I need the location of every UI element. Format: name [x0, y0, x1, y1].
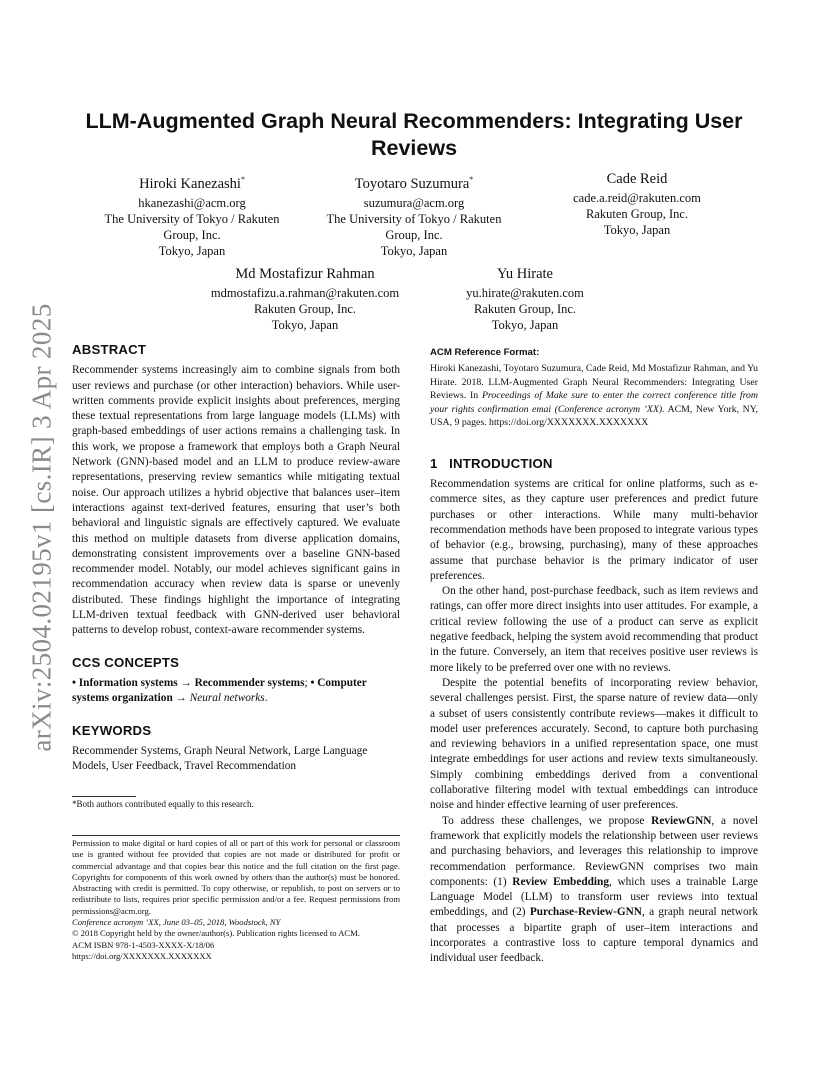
- footnote-rule: [72, 796, 136, 797]
- author-affiliation: Rakuten Group, Inc.: [473, 302, 577, 317]
- abstract-heading: ABSTRACT: [72, 342, 147, 357]
- arxiv-stamp: arXiv:2504.02195v1 [cs.IR] 3 Apr 2025: [26, 303, 57, 752]
- isbn-line: ACM ISBN 978-1-4503-XXXX-X/18/06: [72, 939, 215, 950]
- footnote: *Both authors contributed equally to this research.: [72, 799, 254, 809]
- copyright-line: © 2018 Copyright held by the owner/author(s). Publication rights licensed to ACM.: [72, 928, 360, 939]
- author-location: Tokyo, Japan: [158, 244, 226, 259]
- author-block: [82, 170, 302, 260]
- author-name: Cade Reid: [606, 171, 668, 187]
- equal-contribution-mark: *: [240, 175, 245, 184]
- author-affiliation: The University of Tokyo / Rakuten: [104, 212, 280, 227]
- author-block: [527, 170, 747, 239]
- permission-rule: [72, 835, 400, 836]
- keywords-text: Recommender Systems, Graph Neural Network, Large Language Models, User Feedback, Travel Recommendation: [72, 744, 368, 773]
- ccs-text: • Information systems → Recommender systems; • Computer systems organization → Neural networks.: [72, 676, 367, 705]
- author-email: cade.a.reid@rakuten.com: [573, 191, 701, 205]
- author-affiliation: Group, Inc.: [163, 228, 221, 243]
- keywords-heading: KEYWORDS: [72, 722, 152, 738]
- author-email: yu.hirate@rakuten.com: [466, 286, 584, 300]
- intro-paragraph: On the other hand, post-purchase feedback, such as item reviews and ratings, can offer more direct insights into user attitudes. For example, a critical review following the use of a product can serve as explicit negative feedback, helping the system avoid recommending that product in the future. Conversely, an item that receives positive user reviews is more likely to be preferred over one with no reviews.: [430, 585, 758, 674]
- intro-paragraph: To address these challenges, we propose ReviewGNN, a novel framework that explicitly models the relationship between user reviews and purchasing behaviors, and leverages this relationship to improve recommendation performance. ReviewGNN comprises two main components: (1) Review Embedding, which uses a trainable Large Language Model (LLM) to transform user reviews into textual embeddings, and (2) Purchase-Review-GNN, a graph neural network that processes a bipartite graph of user–item interactions and incorporates a contrastive loss to capture temporal dynamics and individual user feedback.: [430, 814, 759, 965]
- ccs-heading: CCS CONCEPTS: [72, 654, 180, 670]
- component-name: Review Embedding: [512, 875, 609, 888]
- author-email: suzumura@acm.org: [363, 195, 465, 210]
- intro-paragraph: Despite the potential benefits of incorporating review behavior, several challenges persist. First, the sparse nature of review data—only a subset of users consistently contribute reviews—makes it difficult to model user preferences accurately. Second, to capture both purchasing and reviewing behaviors in a unified representation space, one must integrate embeddings for user actions and review texts simultaneously. Simply combining embeddings derived from a conventional collaborative filtering model with textual embeddings can introduce noise and hinder effective learning of user preferences.: [430, 676, 758, 812]
- author-block: [185, 265, 425, 334]
- component-name: Purchase-Review-GNN: [529, 906, 642, 919]
- intro-paragraph: Recommendation systems are critical for online platforms, such as e-commerce sites, as they capture user preferences and predict future purchases or other interactions. While many multi-behavior recommendation methods have been proposed to integrate various types of behavior (e.g., browsing, purchasing), many of these approaches assume that purchase behavior is the primary indicator of user preferences.: [430, 478, 758, 582]
- paper-title: LLM-Augmented Graph Neural Recommenders: Integrating User Reviews: [85, 109, 743, 160]
- permission-text: Permission to make digital or hard copies of all or part of this work for personal or classroom use is granted without fee provided that copies are not made or distributed for profit or commercial advantage and that copies bear this notice and the full citation on the first page. Copyrights for components of this work owned by others than the author(s) must be honored. Abstracting with credit is permitted. To copy otherwise, or republish, to post on servers or to redistribute to lists, requires prior specific permission and/or a fee. Request permissions from permissions@acm.org.: [72, 838, 400, 916]
- acm-reference-text: Hiroki Kanezashi, Toyotaro Suzumura, Cade Reid, Md Mostafizur Rahman, and Yu Hirate. 2018. LLM-Augmented Graph Neural Recommenders: Integrating User Reviews. In Proceedings of Make sure to enter the correct conference title from your rights confirmation emai (Conference acronym ’XX). ACM, New York, NY, USA, 9 pages. https://doi.org/XXXXXXX.XXXXXXX: [430, 363, 758, 429]
- author-email: hkanezashi@acm.org: [138, 195, 246, 210]
- abstract-text: Recommender systems increasingly aim to combine signals from both user reviews and purchase (or other interaction) behaviors. While user-written comments provide explicit insights about preferences, merging these textual representations from large language models (LLMs) with graph-based embeddings of user actions remains a challenging task. In this work, we propose a framework that employs both a Graph Neural Network (GNN)-based model and an LLM to produce review-aware representations, preserving review semantics while mitigating textual noise. Our approach utilizes a hybrid objective that balances user–item interactions against text-derived features, ensuring that user’s both behavioral and linguistic signals are effectively captured. We evaluate this method on multiple datasets from diverse application domains, demonstrating consistent improvements over a baseline GNN-based recommender model. Notably, our model achieves significant gains in recommendation accuracy when review data is sparse or unevenly distributed. These findings highlight the importance of integrating LLM-driven textual feedback with GNN-derived user behavioral patterns to develop robust, context-aware recommender systems.: [72, 364, 400, 637]
- author-name: Hiroki Kanezashi: [139, 175, 241, 192]
- author-email: mdmostafizu.a.rahman@rakuten.com: [210, 286, 400, 300]
- right-column: [430, 345, 758, 967]
- author-location: Tokyo, Japan: [271, 318, 339, 333]
- author-affiliation: Rakuten Group, Inc.: [253, 302, 357, 317]
- left-column: [72, 342, 400, 774]
- author-affiliation: The University of Tokyo / Rakuten: [326, 212, 502, 227]
- introduction-heading: 1 INTRODUCTION: [430, 455, 553, 471]
- author-name: Yu Hirate: [497, 266, 553, 282]
- conference-info: Conference acronym ’XX, June 03–05, 2018, Woodstock, NY: [72, 917, 281, 928]
- permission-block: [72, 838, 400, 962]
- doi-line: https://doi.org/XXXXXXX.XXXXXXX: [72, 950, 212, 961]
- author-block: [304, 170, 524, 260]
- author-block: [415, 265, 635, 334]
- author-name: Md Mostafizur Rahman: [235, 266, 375, 282]
- author-affiliation: Rakuten Group, Inc.: [585, 207, 689, 222]
- equal-contribution-mark: *: [469, 175, 474, 184]
- author-location: Tokyo, Japan: [603, 223, 671, 238]
- author-affiliation: Group, Inc.: [385, 228, 443, 243]
- author-name: Toyotaro Suzumura: [354, 175, 470, 192]
- author-location: Tokyo, Japan: [491, 318, 559, 333]
- method-name: ReviewGNN: [651, 814, 712, 827]
- author-location: Tokyo, Japan: [380, 244, 448, 259]
- acm-reference-heading: ACM Reference Format:: [430, 347, 540, 358]
